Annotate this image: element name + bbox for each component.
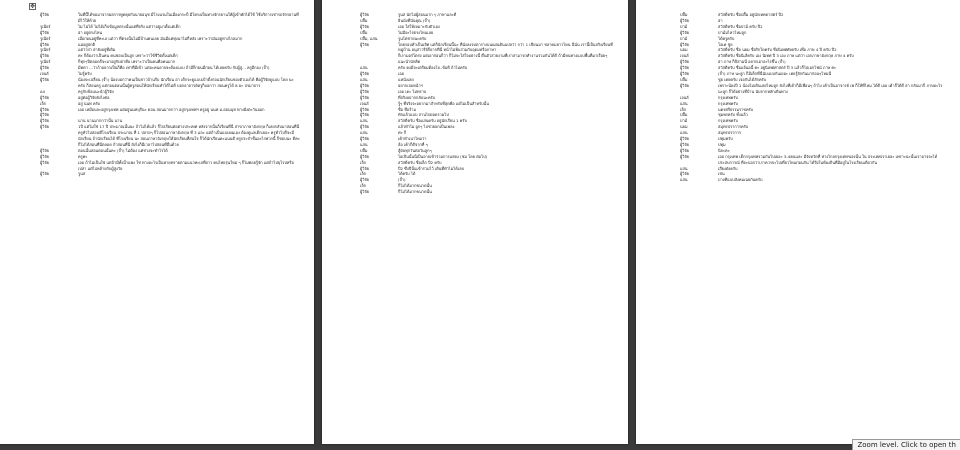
utterance-text: อินนั่งที่นั่นคุณ (จ้ำ) (398, 17, 431, 23)
speaker-label: ผู้วิจัย (360, 41, 370, 47)
utterance-text: ได้ครูครับ (718, 35, 735, 41)
utterance-text: อยากเจอหน้าฯ (398, 82, 423, 88)
utterance-text: สู้ต่อทุกวันต่อวันลูกๆ (398, 147, 432, 153)
utterance-text: ค่ะ ก็ (398, 130, 407, 136)
speaker-label: ผู้วิจัย (360, 82, 370, 88)
utterance-text: สมุทรปราการ (718, 130, 741, 136)
speaker-label: ผู้วิจัย (680, 153, 690, 159)
transcript-table (360, 12, 614, 195)
utterance-text: เช่น (718, 171, 725, 177)
speaker-label: ผู้วิจัย (360, 165, 370, 171)
speaker-label: แสน (680, 165, 688, 171)
transcript-row (40, 171, 300, 177)
speaker-label: เจนส์ (680, 53, 689, 59)
speaker-label: นยม (680, 124, 688, 130)
speaker-label: ผู้วิจัย (680, 136, 690, 142)
speaker-label: ผู้วิจัย (360, 106, 370, 112)
speaker-label: ผู้วิจัย (40, 76, 50, 82)
utterance-text: เออ (398, 71, 405, 77)
transcript-row (360, 189, 614, 195)
utterance-text: สวัสดีครับ ชื่อแสนครับ อยู่นักเรียน 1 ครับ (398, 118, 467, 124)
speaker-label: ผู้วิจัย (40, 171, 50, 177)
document-page-2 (322, 0, 628, 444)
utterance-text: อ่า ภาษ ก็ปีสามนี่ อยากเอาอะไรขึ้น (จ้ำ) (718, 59, 786, 65)
speaker-label: ผู้วิจัย (360, 23, 370, 29)
utterance-text: สวัสดีครับ ชื่อ นยม ชื่อริกใดครับ ชื่อนิเพศศังครับ เพื่อ ภาษ 4 ปี ครับ ปี2 (718, 47, 837, 53)
speaker-label: ผู้วิจัย (680, 171, 690, 177)
speaker-label: ผู้วิจัย (360, 153, 370, 159)
utterance-text: ไม่รู้ครับ (78, 71, 92, 77)
speaker-label: ผู้วิจัย (680, 41, 690, 47)
utterance-text: รูนโตชายนะครับ (398, 35, 427, 41)
speaker-label: ผู้วิจัย (40, 124, 50, 130)
speaker-label: บ่าม้ (680, 23, 688, 29)
utterance-text: ค่ะ ก็ต้องว่าเป็นคน คนชอบเป็นลูก เพราะว่าใช้ชีวิตตั้งแต่เด็ก (78, 53, 178, 59)
speaker-label: ผู้วิจัย (360, 136, 370, 142)
utterance-text: ทักแล้วแบบ ถ่านไปยอดรวมไป (398, 112, 449, 118)
utterance-text: ปทุม (718, 141, 726, 147)
speaker-label: ผู้วิจัย (40, 12, 50, 17)
utterance-text: 1ปี แต่ไม่ใช่ 17 ปี ประมาณนั้นนะ ถ้าไม่ได้แล้ว ก็ไปเรียนต่อต่างประเทศ หลังจากนั้นก็เรียนที่นี่ สาขาภาษาอังกฤษ ก็เลยกลับมาสอนที่นี่ ครูทั่วไปสอนที่โรงเรียน ประมาณ ที่ 1 ปลายๆ ก็ไปสอนภาษาอังกฤษ ที่ 3 และ แต่ถ้าเป็นแบบผมเอง ต้องดูแลเด็กเยอะ ครูทั่วไปก็จะมีนักเรียน ถ้านักเรียนได้ ที่โรงเรียน นะ สอนภาษาอังกฤษให้นักเรียนที่สนใจ ก็ได้นักเรียนคะแนนดี ครูประจำชั้นอะไรพวกนี้ ก็ชอบนะ ดีคะ ก็ไม่ได้สอนที่นี่ตลอด ถ้าสอนที่นี่ ยังไงก็มีเวลาไปสอนที่อื่นด้วย (78, 124, 300, 147)
speaker-label: ปลื้ม, แสน (360, 35, 378, 41)
utterance-text: มีคตา ...ว่าถ้าอยากเป็นก็คือ เท่าที่มีเข้า แต่อะคนอาจจะต้องแบบ ถ้ามีก็ก่อนมีก่อน ได้เลยครับ กับผู้สู... ครูอีกอง (จ้ำ) (78, 65, 270, 71)
speaker-label: ผู้วิจัย (360, 88, 370, 94)
utterance-text: น้องจะเปลี่ยน (จ้ำ) น้องบอกว่าคนเป็นชาวบ้านรีบ นักเรียน อ่า เด็กจะดูแบบเป้าตั้งก่อนนักเรียนของตัวเองได้ คือผู้วิจัยดูแบบ โดย นะครับ ก็สอนครู แต่ก่อนตอนนั้นผู้ครูสอนให้นักเรียนทำได้ไม่ดี บอกอาจารย์ครูก็บอกว่า สอนครูได้ 8 อะ ปรมาจาร (78, 76, 294, 88)
speaker-label: แสน (680, 100, 688, 106)
utterance-text: ครับ คงมีจะเตรียมต้องโย..ข้อดี ถ้าไม่ครับ (398, 65, 468, 71)
speaker-label: บ่าม้ (680, 35, 688, 41)
speaker-label: ผู้วิจัย (40, 94, 50, 100)
speaker-label: เล็ก (40, 100, 47, 106)
speaker-label: ผู้วิจัย (680, 147, 690, 153)
speaker-label: ผู้วิจัย (40, 112, 50, 118)
utterance-text: ปทุมครับ (718, 136, 733, 142)
transcript-row (360, 42, 614, 54)
transcript-row (40, 12, 300, 24)
utterance-text: ไม่มีอะไรตรงไหนเลย (398, 29, 434, 35)
utterance-text: ก็เรามอร์โตร่ง แต่เอาก่อนก็ว่า ก็ไม่จะใส่ใจอย่างนี้ ตื่นตัวสวยงามที่เราสามารถทำงานร่วมกันได้ดี ถ้ามีหนทางแบบพื้นที่มาเรื่อยๆ (398, 53, 608, 59)
utterance-text: เออ ใส่ให้เหมาะกับตัวเอง (398, 23, 440, 29)
utterance-text: รูนส (78, 171, 86, 177)
utterance-text: อ่า อยู่ตรงไหน (78, 29, 103, 35)
utterance-text: นิจะคะ (718, 147, 730, 153)
utterance-text: เออ กรุงเทพ เด็กกรุงเทพรวมกันไปเยอะ 3-4คนและ มีจังหวัดที่ ห่างไกลกรุงเทพฯเองนั้น ใน ประเทศเราเยอะ เพราะฉะนั้นเราอาจจะได้ประสบการณ์ ที่จะบอกว่าเราควรจะไปเที่ยวไหนก่อนกัน ได้จึงในท้องถิ่นที่มีอยู่ในโรงเรียนเดียวกัน (718, 153, 938, 165)
utterance-text: สวัสดีครับ ชื่อบ่าม้ ครับ ปี2 (718, 23, 763, 29)
utterance-text: สวัสดีครับ ชื่อเล็ก ปี2 ครับ (398, 159, 442, 165)
utterance-text: ครูคะ (78, 153, 88, 159)
speaker-label: ผู้วิจัย (680, 59, 690, 65)
speaker-label: ผู้วิจัย (40, 29, 50, 35)
utterance-text: แหนั่งเลย (398, 76, 414, 82)
speaker-label: ผู้วิจัย (360, 189, 370, 195)
utterance-text: เสียงดังครับ (718, 165, 738, 171)
utterance-text: ไม่ ไม่ได้ ไม่ได้เก็บข้อมูลตรงนั้นแต่ที่จริง แต่ว่าอยู่มาตั้งแต่เด็ก (78, 23, 181, 29)
speaker-label: ผู้วิจัย (40, 41, 50, 47)
utterance-text: ไอเปิ่นนั้นนี่เป็นอาจเข้าร่วมการแสดง (ชม โดย ต่อไป) (398, 153, 488, 159)
speaker-label: ผู้วิจัย (40, 65, 50, 71)
speaker-label: ผู้วิจัย (360, 12, 370, 17)
utterance-text: กรุงเทพครับ (718, 94, 738, 100)
utterance-text: เออ ถ้าไม่เป็นใช่ แต่ถ้ามีทั้งน้ำแพง ใช่ ทางอะไรเป็นหาดทรายตามแนวทะเลที่ยาว คนไทยรุ่นใหม่ ๆ ก็ไม่ค่อยรู้จัก แต่ถ้าไปยุโรปหรือเปล่า แต่ไปคล้ายกับผู้สูงวัย (78, 159, 294, 171)
speaker-label: แสน (360, 118, 368, 124)
utterance-text: กรุงเทพครับ (718, 100, 738, 106)
speaker-label: นยม (680, 47, 688, 53)
utterance-text: สวัสดีครับ ชื่อนิเส้ครับ เอง นิเทศ ปี 3 เอง ภาษ แต่ว่า เอกภาษาอังกฤษ ภาษ 4 ครับ (718, 53, 854, 59)
speaker-label: เล็ก (360, 159, 367, 165)
speaker-label: แสน (680, 177, 688, 183)
speaker-label: แสน (360, 130, 368, 136)
utterance-text: เออ เหมือนจะอยู่กรุงเทพ แต่อยู่นนทบุรีนะ ดอน สอนมากกว่า อยู่กรุงเทพฯ ครูอยู่ นนท ม.อ่อนนุช ทางฝั่งตะวันออก (78, 106, 265, 112)
speaker-label: ผู้วิจัย (680, 141, 690, 147)
utterance-text: ปี2 ซึ่งปีนั้นเข้าร่วมไว้ เดินที่ทำไมได้เลย (398, 165, 464, 171)
speaker-label: แสน (680, 130, 688, 136)
speaker-label: ผู้วิจัย (680, 82, 690, 88)
speaker-label: รูเนียร์ (40, 35, 51, 41)
utterance-text: นครศรีธรรมราชครับ (718, 106, 754, 112)
utterance-text: ในที่นี้ได้ขอมาจากผลการพูดคุยกับนายอนุช มีโรงแรมในเมืองกระบี่ มีโครงเป็นทางจักรยานให้ผู้เข้าพักได้ใช้ ใช้บริการเช่ารถจักรยานที่มีไว้ให้ด้วย (78, 12, 299, 23)
utterance-text: เมื่อก่อนอยู่ที่ทะเล แต่ว่า ที่ตรงนั้นไม่มีบ้านคนเลย มันมีแค่ทุ่งนาไม่กี่หลัง เพราะว่ามันอยู่ห่างไกลมาก (78, 35, 243, 41)
utterance-text: ล้อ เค้าก็ดีจากที่ ๆ (398, 141, 428, 147)
utterance-text: ที่จริงอยากกลับนะครับ (398, 94, 436, 100)
speaker-label: ผู้วิจัย (40, 53, 50, 59)
utterance-text: บ่าม้มไหวไหมลูก (718, 29, 747, 35)
utterance-text: (จ้ำ) ภาษ นะลูก ก็มีเด็กที่นี่นับแบบกันเยอะ เคยรู้จักกันมาก่อนๆไหมนี่ (718, 71, 832, 77)
speaker-label: ปลื้ม (680, 76, 688, 82)
speaker-label: ปลื้ม (680, 12, 688, 17)
speaker-label: เล็ก (680, 106, 687, 112)
utterance-text: ชื่อ ชื่อร้าม (398, 106, 417, 112)
speaker-label: ผู้วิจัย (40, 106, 50, 112)
speaker-label: เล็ก (360, 171, 367, 177)
speaker-label: ผู้วิจัย (360, 124, 370, 130)
speaker-label: เจนส์ (40, 71, 49, 77)
utterance-text: ได้ครับ ได้ (398, 171, 416, 177)
utterance-text: ชุมพรครับ ทั้งแล้ว (718, 112, 748, 118)
transcript-table (680, 12, 946, 183)
utterance-text: โอเค ชูย (718, 41, 733, 47)
utterance-text: อยู่ นนท ครับ (78, 100, 101, 106)
speaker-label: ผู้วิจัย (360, 94, 370, 100)
speaker-label: รูเนียร์ (40, 59, 51, 65)
utterance-text: กรุงเทพครับ (718, 118, 738, 124)
utterance-text: ตอนนั้นสอนตอนนั้นคะ (จ้ำ) ไม่ต้อง แต่ช่วงจะทำไรได้ (78, 147, 168, 153)
table-move-handle-icon[interactable]: ✥ (30, 3, 36, 10)
utterance-text: แต่ว่าย่า ย่ายังอยู่ที่เดิม (78, 47, 116, 53)
utterance-text: อยู่ต่อผู้วิจัยยังไงต่อ (78, 94, 110, 100)
utterance-text: สมุทรปราการครับ (718, 124, 749, 130)
utterance-text: สวัสดีครับ ชื่อแจ้นอนี้ คะ อยู่นิเทศศาสตร์ ปี 3 แล้วก็ไปเอกไฟน์ ภาษ ค่ะ (718, 65, 837, 71)
speaker-label: ปลื้ม (360, 17, 368, 23)
speaker-label: เจนส์ (360, 100, 369, 106)
transcript-row (40, 160, 300, 172)
speaker-label: ผู้วิจัย (680, 65, 690, 71)
utterance-text: เค้าทำเนาไหมว่า (398, 136, 427, 142)
utterance-text: บางทีแบบสังคมเฉยกันครับ (718, 177, 763, 183)
utterance-text: (จ้ำ) (398, 177, 406, 183)
utterance-text: ชูย เคยครับ เจอกันได้สักครับ (718, 76, 767, 82)
speaker-label: เล็ก (360, 183, 367, 189)
utterance-text: นาน นานมากกว่านั้น นาน (78, 118, 123, 124)
speaker-label: ปลื้ม (680, 112, 688, 118)
speaker-label: รูเนียร์ (40, 23, 51, 29)
utterance-text: ครูกับข้อแนะนำผู้วิจัย (78, 88, 114, 94)
utterance-text: ก็ไม่ได้มากขนาดนั้น (398, 189, 432, 195)
speaker-label: แสน (360, 141, 368, 147)
utterance-text: รู้ๆ ที่จริงจะอยากมาสำหรับที่สุดคือ แต่ไม่เป็นสำหรับนั้น (398, 100, 489, 106)
transcript-row (680, 83, 946, 95)
utterance-text: อ่า (718, 17, 723, 23)
transcript-row (680, 154, 946, 166)
speaker-label: ผู้วิจัย (40, 118, 50, 124)
utterance-text: เพราะน้องปี 1 น้องไม่เดินเลยไหมลูก ยังไงที่เด้าก็มีเพื่อนๆ ถ้าไง เค้าเป็นอาจารย์ เพ ก็ให้ทีไหม ได้ดี เออ เค้าก็ได้ดี อ่า กลับมาก็ ภาษอะไรนะลูก ก็ได้อย่างที่บ้าน นับจากหลักเดินทาง (718, 82, 943, 94)
transcript-row (40, 77, 300, 89)
speaker-label: ผู้วิจัย (360, 112, 370, 118)
document-page-3 (636, 0, 960, 444)
speaker-label: เจนส์ (680, 94, 689, 100)
speaker-label: ผู้วิจัย (40, 159, 50, 165)
speaker-label: ผู้วิจัย (360, 177, 370, 183)
speaker-label: ผู้วิจัย (40, 153, 50, 159)
utterance-text: ก็ไม่ได้มากขนาดนั้น (398, 183, 432, 189)
transcript-row (40, 124, 300, 148)
utterance-text: ก็ทุกๆปีตลอดก็จะมาอยู่กับตาคือ เพราะว่าเป็นคนคือคนมาก (78, 59, 176, 65)
speaker-label: บ่าม้ (680, 118, 688, 124)
utterance-text: แม่อยู่ปกติ (78, 41, 96, 47)
speaker-label: แสน (360, 65, 368, 71)
speaker-label: รูเนียร์ (40, 47, 51, 53)
utterance-text: แนะนำนักคิด (398, 59, 421, 65)
speaker-label: ผู้วิจัย (40, 147, 50, 153)
speaker-label: ปลื้ม (360, 29, 368, 35)
speaker-label: ผู้วิจัย (680, 29, 690, 35)
transcript-row (680, 177, 946, 183)
utterance-text: แล้วทำไม ผูกๆ ไปช่วยยกเป็นเพลง (398, 124, 455, 130)
speaker-label: All (40, 88, 45, 94)
document-page-1 (0, 0, 314, 444)
speaker-label: ผู้วิจัย (680, 71, 690, 77)
utterance-text: โดยรอบทั่วเป็นเลิศ แต่ก็นักเรียนนี้นะ ที่นั่งลงจบตารางบนแผ่นดินแปลว่า กว่า 1 เขียนมา ชลาคมยาวไหน นี่นั่น เรานี้เป็นจริงเรียนที่หมู่บ้าน อนุสาวรีย์ก็ยากทีนี่ หน้าไม่พ้นร่วมกับอุดมหรือภาษา (398, 41, 613, 53)
speaker-label: ผู้วิจัย (680, 17, 690, 23)
utterance-text: เออ เดะ ไม่ทราบ (398, 88, 427, 94)
zoom-level-tooltip: Zoom level. Click to open th (852, 439, 960, 450)
speaker-label: ปลื้ม (360, 147, 368, 153)
utterance-text: รูนส นักไม่ผู้สอนมาก ๆ ภาษาและดี (398, 12, 457, 17)
speaker-label: แสน (360, 76, 368, 82)
speaker-label: ผู้วิจัย (360, 71, 370, 77)
utterance-text: สวัสดีครับ ชื่อปลื้ม อยู่นักเทคดาสตร์ ปี2 (718, 12, 784, 17)
transcript-table (40, 12, 300, 177)
